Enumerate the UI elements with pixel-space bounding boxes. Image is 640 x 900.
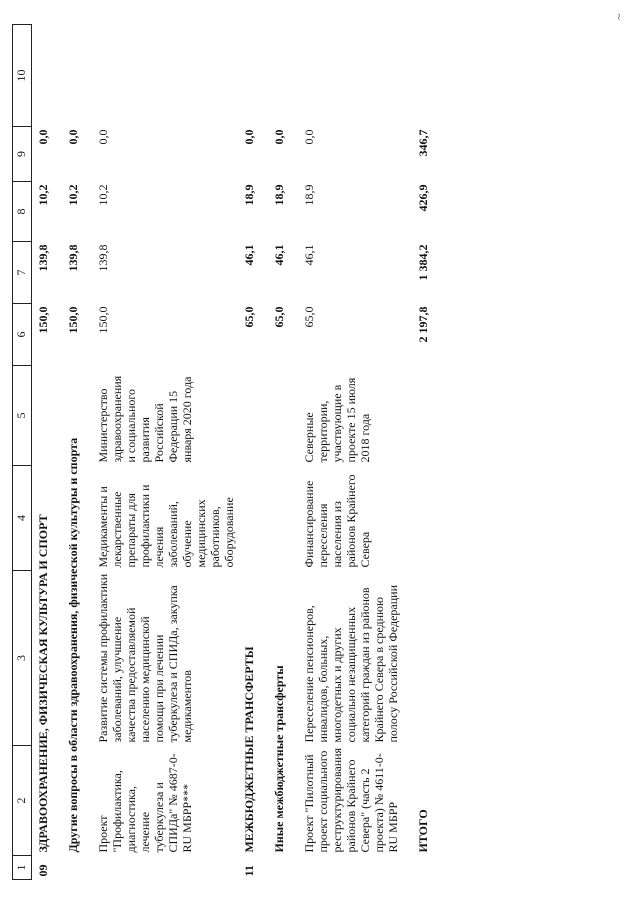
value-col10 [32, 25, 55, 127]
value-col10 [238, 25, 260, 127]
header-cell: 7 [13, 242, 32, 304]
value-col7: 139,8 [36, 244, 50, 272]
header-row [13, 25, 32, 880]
value-col8: 10,2 [66, 184, 80, 206]
project-name: Проект "Профилактика, диагностика, лечение туберкулеза и СПИДа" № 4687-0-RU МБРР*** [96, 753, 194, 853]
value-col8: 18,9 [272, 184, 286, 206]
value-col9: 0,0 [242, 129, 256, 145]
value-col7: 46,1 [272, 244, 286, 266]
header-cell: 10 [13, 25, 32, 127]
value-col10 [260, 25, 296, 127]
project-components: Медикаменты и лекарственные препараты для профилактики и лечения заболеваний, обучение медицинских работников, оборудование [96, 484, 236, 568]
value-col6: 150,0 [66, 306, 80, 334]
empty-cell [296, 856, 402, 880]
value-col6: 65,0 [242, 306, 256, 328]
value-col8: 10,2 [96, 184, 110, 206]
section-code: 09 [36, 864, 50, 877]
project-executor: Министерство здравоохранения и социального развития Российской Федерации 15 января 2020 года [96, 375, 194, 463]
value-col6: 150,0 [36, 306, 50, 334]
project-row-north [296, 25, 402, 880]
value-col7: 46,1 [242, 244, 256, 266]
value-col10 [90, 25, 238, 127]
total-row [402, 25, 432, 880]
total-label: ИТОГО [416, 809, 430, 853]
empty-cell [54, 856, 90, 880]
value-col6: 150,0 [96, 306, 110, 334]
section-title: ЗДРАВООХРАНЕНИЕ, ФИЗИЧЕСКАЯ КУЛЬТУРА И СПОРТ [36, 514, 50, 853]
section-row-transfers [238, 25, 260, 880]
header-cell: 4 [13, 466, 32, 571]
empty-cell [90, 856, 238, 880]
value-col9: 0,0 [36, 129, 50, 145]
value-col9: 0,0 [66, 129, 80, 145]
project-name: Проект "Пилотный проект социального реструктурирования районов Крайнего Севера" (часть 2 проекта) № 4611-0-RU МБРР [302, 747, 400, 853]
value-col10 [54, 25, 90, 127]
value-col10 [402, 25, 432, 127]
value-col8: 18,9 [302, 184, 316, 206]
header-cell: 8 [13, 182, 32, 242]
project-goal: Развитие системы профилактики заболеваний, улучшение качества предоставляемой населению медицинской помощи при лечении туберкулеза и СПИДа, закупка медикаментов [96, 573, 194, 743]
subsection-row-health [54, 25, 90, 880]
header-cell: 3 [13, 571, 32, 746]
header-cell: 6 [13, 304, 32, 366]
value-col8: 18,9 [242, 184, 256, 206]
subsection-title: Иные межбюджетные трансферты [272, 665, 286, 853]
value-col6: 65,0 [302, 306, 316, 328]
section-title: МЕЖБЮДЖЕТНЫЕ ТРАНСФЕРТЫ [242, 646, 256, 853]
value-col9: 0,0 [96, 129, 110, 145]
project-goal: Переселение пенсионеров, инвалидов, больных, многодетных и других социально незащищенных категорий граждан из районов Крайнего Севера в среднюю полосу Российской Федерации [302, 584, 400, 743]
subsection-row-transfers [260, 25, 296, 880]
project-components: Финансирование переселения населения из районов Крайнего Севера [302, 474, 372, 568]
project-executor: Северные территории, участвующие в проекте 15 июля 2018 года [302, 377, 372, 463]
value-col6: 2 197,8 [416, 306, 430, 343]
subsection-title: Другие вопросы в области здравоохранения, физической культуры и спорта [66, 437, 80, 853]
section-code: 11 [242, 865, 256, 877]
header-cell: 5 [13, 366, 32, 466]
project-row-tuberculosis [90, 25, 238, 880]
header-cell: 9 [13, 127, 32, 182]
value-col9: 346,7 [416, 129, 430, 157]
empty-cell [402, 856, 432, 880]
value-col8: 10,2 [36, 184, 50, 206]
budget-table [12, 24, 432, 880]
value-col6: 65,0 [272, 306, 286, 328]
value-col9: 0,0 [302, 129, 316, 145]
value-col10 [296, 25, 402, 127]
empty-cell [260, 856, 296, 880]
value-col7: 1 384,2 [416, 244, 430, 281]
value-col8: 426,9 [416, 184, 430, 212]
header-cell: 1 [13, 856, 32, 880]
header-cell: 2 [13, 746, 32, 856]
value-col7: 46,1 [302, 244, 316, 266]
value-col7: 139,8 [96, 244, 110, 272]
value-col9: 0,0 [272, 129, 286, 145]
section-row-health [32, 25, 55, 880]
corner-mark: ~ [612, 13, 626, 20]
value-col7: 139,8 [66, 244, 80, 272]
